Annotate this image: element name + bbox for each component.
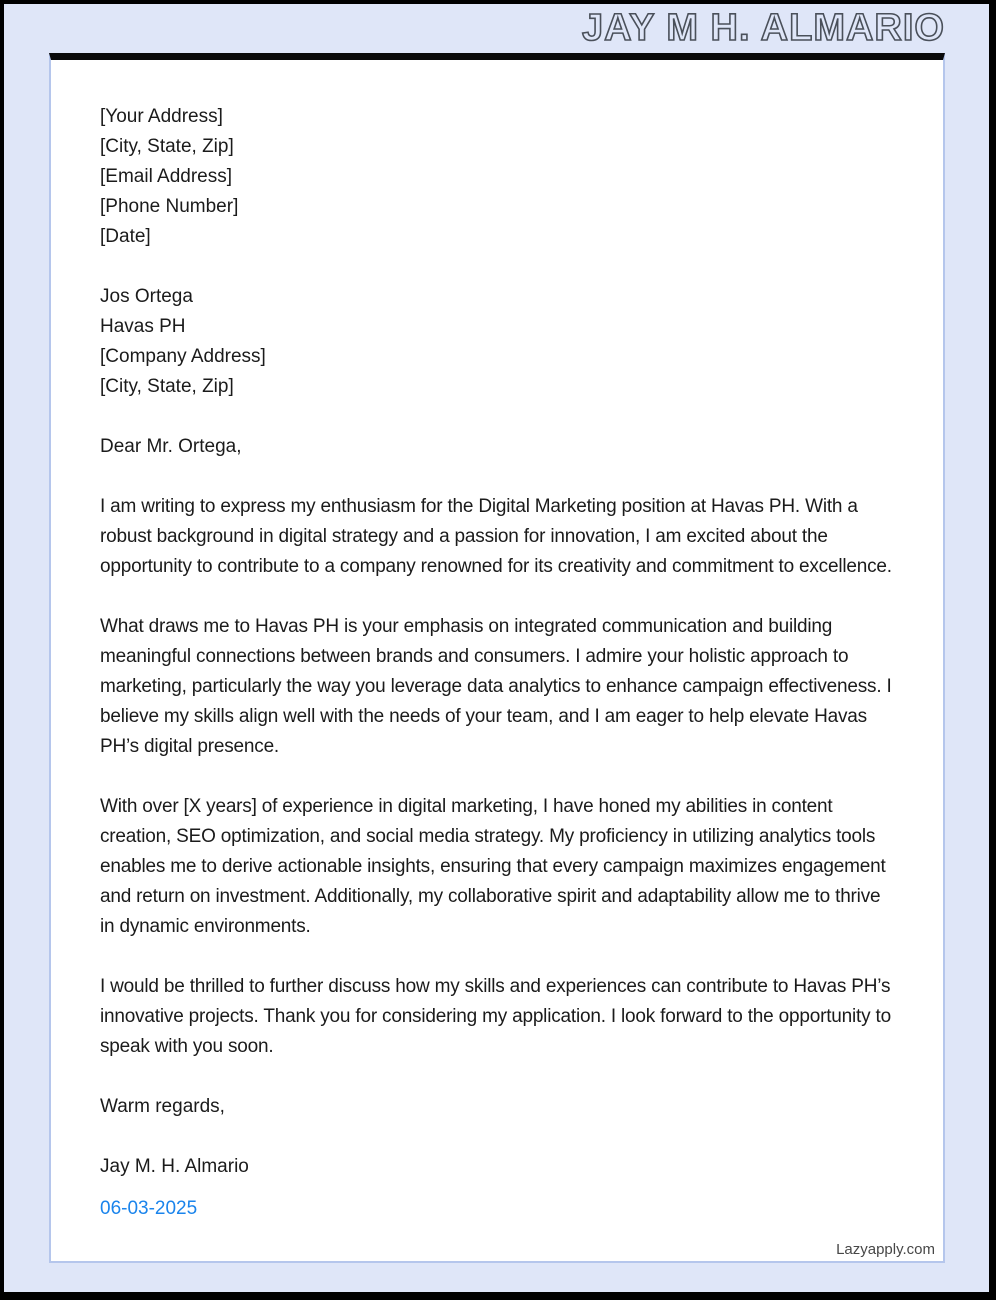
- recipient-block: [100, 282, 894, 402]
- salutation: Dear Mr. Ortega,: [100, 436, 242, 457]
- body-paragraph: What draws me to Havas PH is your emphasis on integrated communication and building meaningful connections between brands and consumers. I admire your holistic approach to marketing, particularly the way you leverage data analytics to enhance campaign effectiveness. I believe my skills align well with the needs of your team, and I am eager to help elevate Havas PH’s digital presence.: [100, 616, 892, 757]
- sender-address-block: [100, 102, 894, 252]
- sender-address-line: [Phone Number]: [100, 196, 239, 217]
- letter-body: [100, 492, 894, 1062]
- sender-address-line: [Email Address]: [100, 166, 232, 187]
- body-paragraph: I would be thrilled to further discuss how my skills and experiences can contribute to Havas PH’s innovative projects. Thank you for considering my application. I look forward to the opportunity to speak with you soon.: [100, 976, 891, 1057]
- recipient-line: [City, State, Zip]: [100, 376, 234, 397]
- body-paragraph: I am writing to express my enthusiasm for the Digital Marketing position at Havas PH. With a robust background in digital strategy and a passion for innovation, I am excited about the opportunity to contribute to a company renowned for its creativity and commitment to excellence.: [100, 496, 892, 577]
- closing: Warm regards,: [100, 1096, 225, 1117]
- header-name: JAY M H. ALMARIO: [582, 7, 945, 49]
- recipient-line: Havas PH: [100, 316, 186, 337]
- sender-address-line: [City, State, Zip]: [100, 136, 234, 157]
- date-link[interactable]: 06-03-2025: [100, 1198, 198, 1219]
- letter-page: [49, 53, 945, 1263]
- watermark-brand: Lazyapply.com: [836, 1241, 935, 1258]
- body-paragraph: With over [X years] of experience in digital marketing, I have honed my abilities in content creation, SEO optimization, and social media strategy. My proficiency in utilizing analytics tools enables me to derive actionable insights, ensuring that every campaign maximizes engagement and return on investment. Additionally, my collaborative spirit and adaptability allow me to thrive in dynamic environments.: [100, 796, 886, 937]
- letter-content: [51, 60, 943, 1224]
- recipient-line: Jos Ortega: [100, 286, 193, 307]
- signature-name: Jay M. H. Almario: [100, 1156, 249, 1177]
- sender-address-line: [Your Address]: [100, 106, 223, 127]
- recipient-line: [Company Address]: [100, 346, 266, 367]
- sender-address-line: [Date]: [100, 226, 151, 247]
